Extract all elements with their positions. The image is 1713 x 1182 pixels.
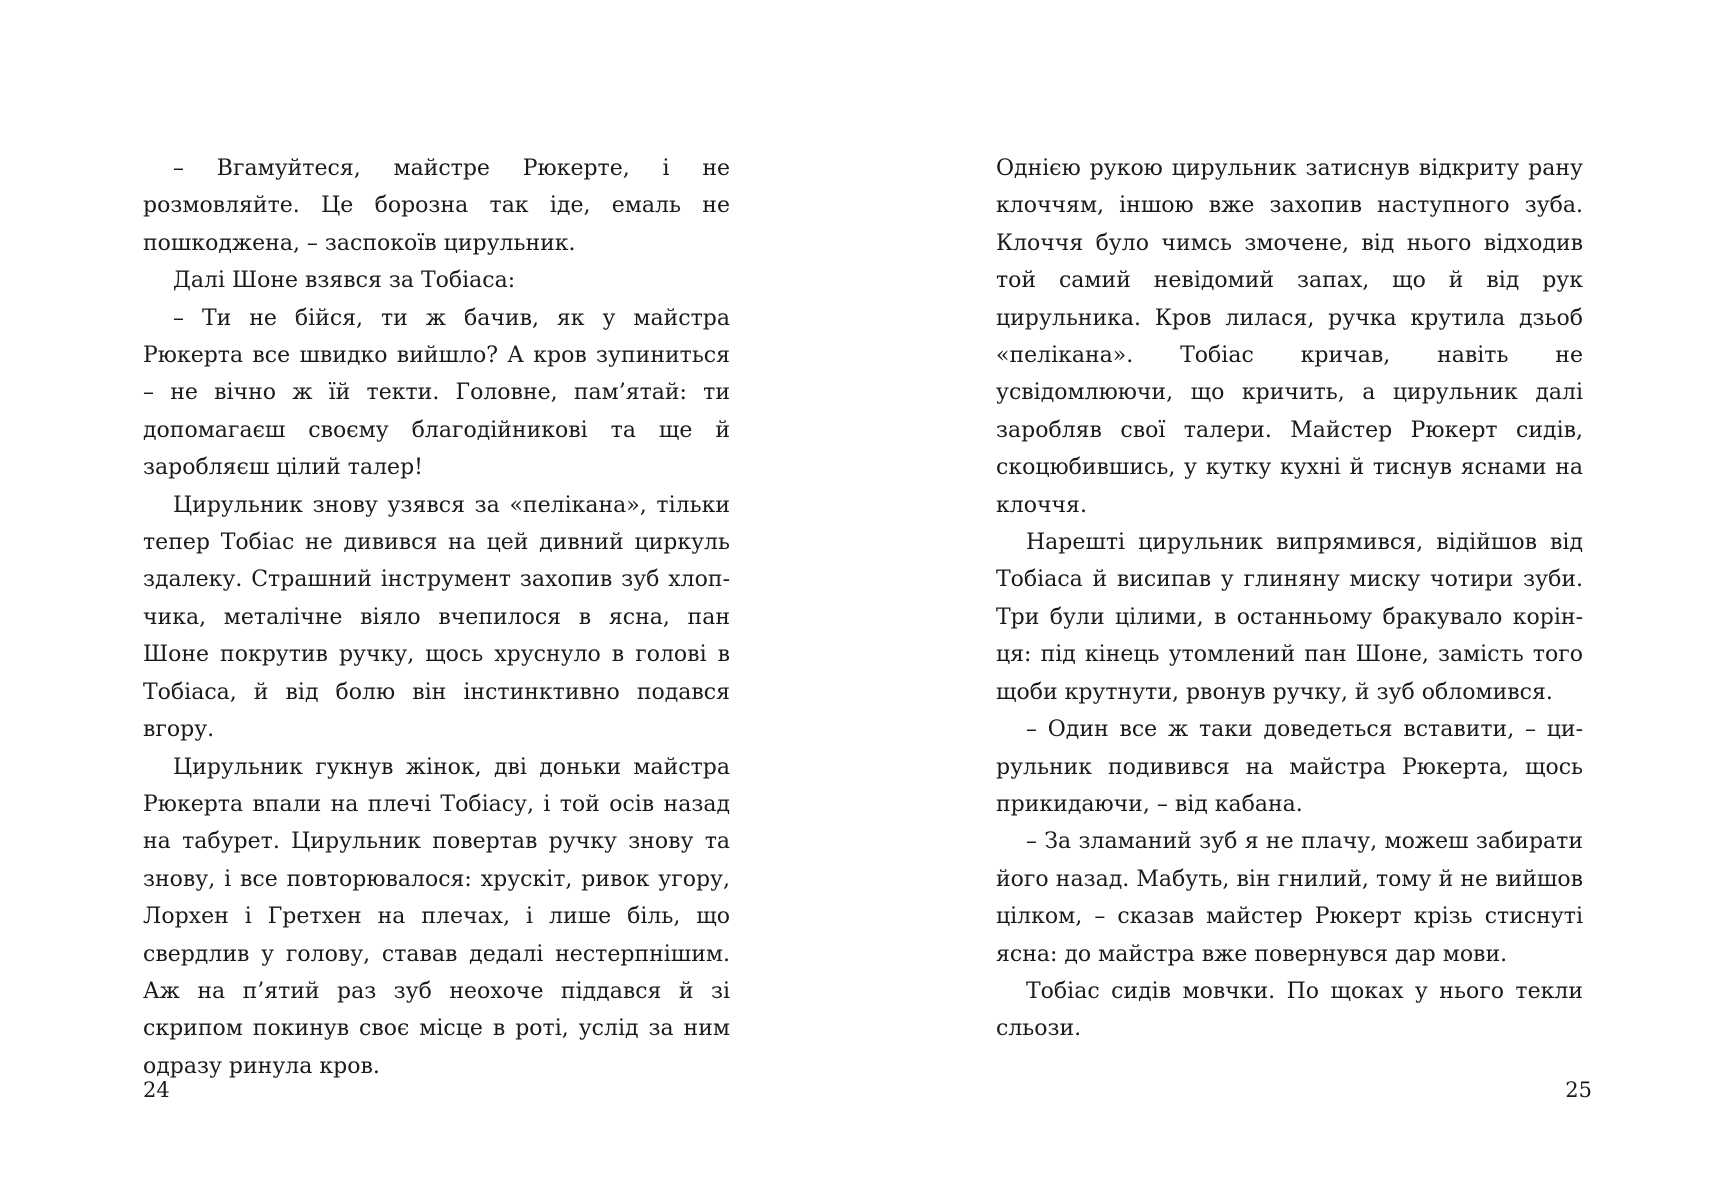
left-page [143,150,730,1085]
paragraph: Тобіас сидів мовчки. По щоках у нього текли сльози. [996,978,1583,1042]
paragraph: Цирульник гукнув жінок, дві доньки майстра Рюкерта впали на плечі Тобіасу, і той осів назад на табурет. Цирульник повертав ручку знову та знову, і все повторювалося: хрускіт, ривок угору, Лорхен і Гретхен на плечах, і лише біль, що свердлив у голову, ставав дедалі нестерпнішим. Аж на п’ятий раз зуб неохоче піддався й зі скрипом покинув своє місце в роті, услід за ним одразу ринула кров. [143,754,730,1079]
paragraph: Однією рукою цирульник затиснув відкриту рану клоччям, іншою вже захопив наступного зуба. Клоччя було чимсь змочене, від нього відходив той самий невідомий запах, що й від рук цирульника. Кров лилася, ручка крутила дзьоб «пелікана». Тобіас кричав, навіть не усвідомлюючи, що кричить, а цирульник далі заробляв свої талери. Майстер Рюкерт сидів, скоцюбившись, у кутку кухні й тиснув яснами на клоччя. [996,156,1583,518]
paragraph: – За зламаний зуб я не плачу, можеш забирати його назад. Мабуть, він гнилий, тому й не вийшов цілком, – сказав майстер Рюкерт крізь стиснуті ясна: до майстра вже повернувся дар мови. [996,829,1583,967]
paragraph: – Ти не бійся, ти ж бачив, як у майстра Рюкерта все швидко вийшло? А кров зупиниться – не вічно ж їй текти. Головне, пам’ятай: ти допомагаєш своєму благодійникові та ще й заробляєш цілий талер! [143,305,730,481]
left-page-number: 24 [143,1078,170,1102]
paragraph: – Один все ж таки доведеться вставити, – цирульник подивився на майстра Рюкерта, щось прикидаючи, – від кабана. [996,717,1583,817]
right-page-number: 25 [1565,1078,1592,1102]
right-page-text [996,150,1583,1048]
right-page [996,150,1583,1048]
paragraph: – Вгамуйтеся, майстре Рюкерте, і не розмовляйте. Це борозна так іде, емаль не пошкоджена, – заспокоїв цирульник. [143,156,730,256]
paragraph: Нарешті цирульник випрямився, відійшов від Тобіаса й висипав у глиняну миску чотири зуби. Три були цілими, в останньому бракувало корінця: під кінець утомлений пан Шоне, замість того щоби крутнути, рвонув ручку, й зуб обломився. [996,530,1583,705]
paragraph: Цирульник знову узявся за «пелікана», тільки тепер Тобіас не дивився на цей дивний циркуль здалеку. Страшний інструмент захопив зуб хлопчика, металічне віяло вчепилося в ясна, пан Шоне покрутив ручку, щось хруснуло в голові в Тобіаса, й від болю він інстинктивно подався вгору. [143,492,730,743]
left-page-text [143,150,730,1085]
paragraph: Далі Шоне взявся за Тобіаса: [173,268,516,294]
